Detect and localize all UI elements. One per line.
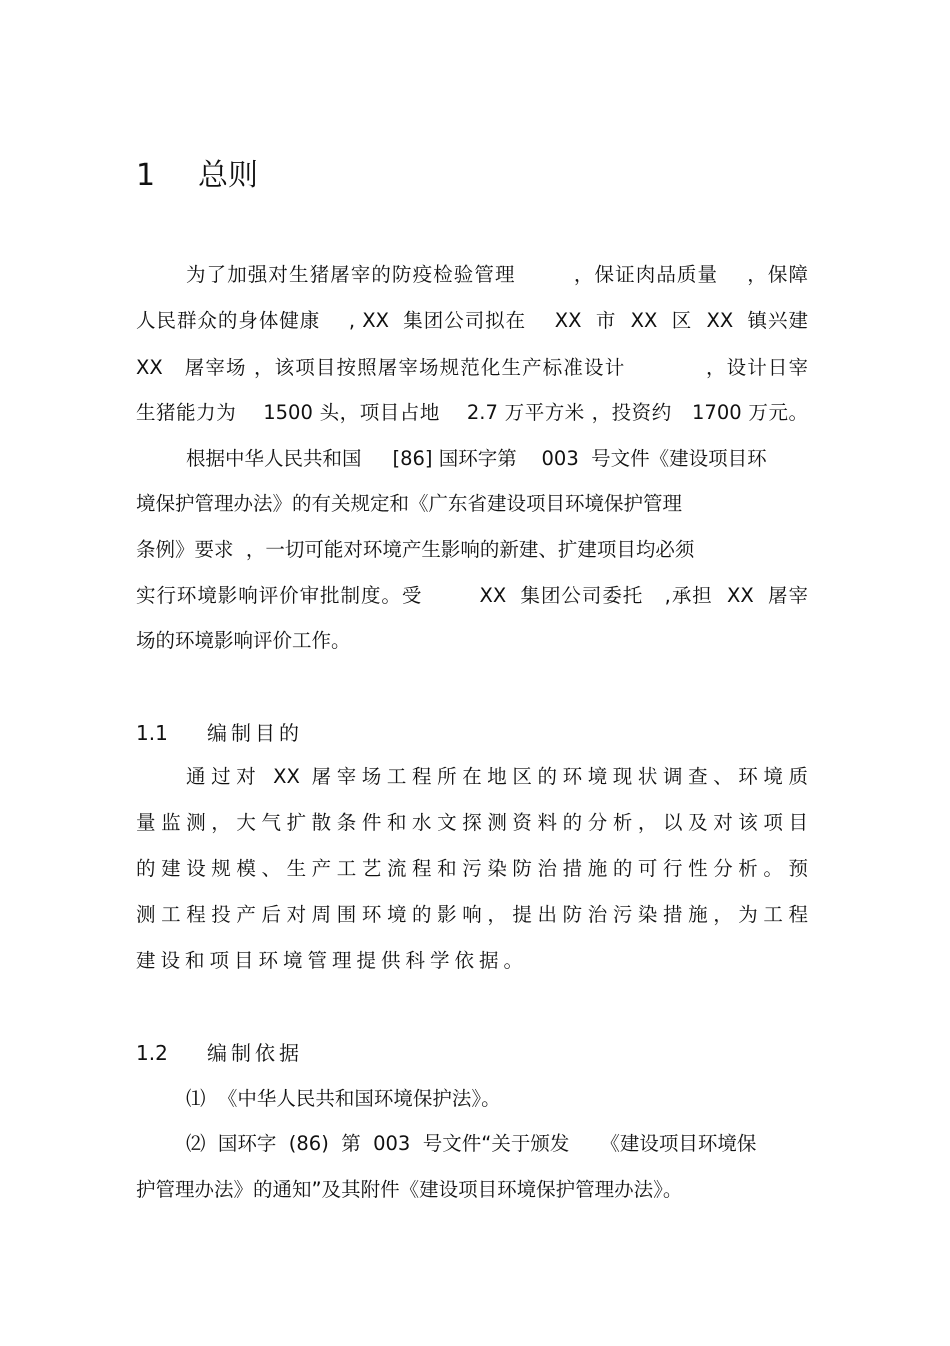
paragraph-line: 境保护管理办法》的有关规定和《广东省建设项目环境保护管理	[136, 492, 683, 515]
paragraph-line: 生猪能力为 1500 头，项目占地 2.7 万平方米 ，投资约 1700 万元。	[136, 401, 808, 424]
paragraph-line: 场的环境影响评价工作。	[136, 629, 351, 652]
paragraph-line: 的建设规模、生产工艺流程和污染防治措施的可行性分析。预	[136, 857, 808, 880]
section-number: 1.2	[136, 1041, 168, 1065]
section-title: 编制目的	[207, 721, 303, 745]
paragraph-line: 根据中华人民共和国 [86] 国环字第 003 号文件《建设项目环	[186, 447, 767, 470]
paragraph-line: 人民群众的身体健康 , XX 集团公司拟在 XX 市 XX 区 XX 镇兴建	[136, 309, 808, 332]
paragraph-line: 测工程投产后对周围环境的影响，提出防治污染措施，为工程	[136, 903, 808, 926]
list-item: ⑵ 国环字 (86) 第 003 号文件“关于颁发 《建设项目环境保	[186, 1132, 757, 1155]
list-item: 护管理办法》的通知”及其附件《建设项目环境保护管理办法》。	[136, 1178, 683, 1201]
paragraph-line: 为了加强对生猪屠宰的防疫检验管理 ，保证肉品质量 ，保障	[186, 263, 808, 286]
paragraph-line: XX 屠宰场 ，该项目按照屠宰场规范化生产标准设计 ，设计日宰	[136, 356, 808, 379]
list-item: ⑴ 《中华人民共和国环境保护法》。	[186, 1087, 501, 1110]
section-number: 1.1	[136, 721, 168, 745]
chapter-number: 1	[136, 158, 156, 193]
paragraph-line: 通过对 XX 屠宰场工程所在地区的环境现状调查、环境质	[186, 765, 808, 788]
chapter-title: 总则	[198, 158, 258, 193]
paragraph-line: 条例》要求 ，一切可能对环境产生影响的新建、扩建项目均必须	[136, 538, 695, 561]
paragraph-line: 建设和项目环境管理提供科学依据。	[136, 949, 529, 972]
section-title: 编制依据	[207, 1041, 303, 1065]
paragraph-line: 量监测，大气扩散条件和水文探测资料的分析，以及对该项目	[136, 811, 808, 834]
paragraph-line: 实行环境影响评价审批制度。受 XX 集团公司委托 ,承担 XX 屠宰	[136, 584, 808, 607]
